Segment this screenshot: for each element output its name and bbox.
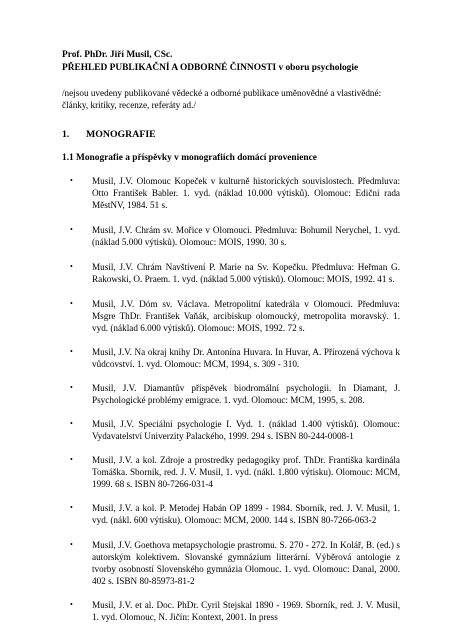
bullet-icon: • bbox=[70, 347, 73, 356]
entry-text: Musil, J.V. et al. Doc. PhDr. Cyril Stejskal 1890 - 1969. Sborník, red. J. V. Musil, 1. vyd. Olomouc, N. Jičín: Kontext, 2001. In press bbox=[92, 600, 400, 622]
list-item bbox=[70, 346, 400, 370]
subsection-number: 1.1 bbox=[62, 153, 74, 163]
section-number: 1. bbox=[62, 129, 70, 140]
list-item bbox=[70, 224, 400, 248]
entry-text: Musil, J.V. Olomouc Kopeček v kulturně historických souvislostech. Předmluva: Otto František Babler. 1. vyd. (náklad 10.000 výtisků). Olomouc: Ediční rada MěstNV, 1984. 51 s. bbox=[92, 176, 400, 210]
entry-text: Musil, J.V. Diamantův příspěvek biodromální psychologii. In Diamant, J. Psychologické problémy emigrace. 1. vyd. Olomouc: MCM, 1995, s. 208. bbox=[92, 383, 400, 405]
list-item bbox=[70, 454, 400, 490]
entry-text: Musil, J.V. Dóm sv. Václava. Metropolitní katedrála v Olomouci. Předmluva: Msgre ThDr. František Vaňák, arcibiskup olomoucký, metropolita moravský. 1. vyd. (náklad 6.000 výtisků). Olomouc: MOIS, 1992. 72 s. bbox=[92, 299, 400, 333]
entry-text: Musil, J.V. Chrám sv. Mořice v Olomouci. Předmluva: Bohumil Nerychel, 1. vyd. (náklad 5.000 výtisků). Olomouc: MOIS, 1990. 30 s. bbox=[92, 225, 400, 247]
list-item bbox=[70, 298, 400, 334]
list-item bbox=[70, 418, 400, 442]
entry-text: Musil, J.V. a kol. Zdroje a prostredky pedagogiky prof. ThDr. Františka kardinála Tomáška. Sborník, red. J. V. Musil, 1. vyd. (nákl. 1.800 výtisku). Olomouc: MCM, 1999. 68 s. ISBN 80-7266-031-4 bbox=[92, 455, 400, 489]
bullet-icon: • bbox=[70, 455, 73, 464]
list-item bbox=[70, 599, 400, 623]
list-item bbox=[70, 539, 400, 587]
subsection-heading bbox=[62, 153, 317, 163]
list-item bbox=[70, 261, 400, 285]
bullet-icon: • bbox=[70, 299, 73, 308]
list-item bbox=[70, 502, 400, 526]
entry-text: Musil, J.V. Na okraj knihy Dr. Antonína Huvara. In Huvar, A. Přirozená výchova k vůdcovství. 1. vyd. Olomouc: MCM, 1994, s. 309 - 310. bbox=[92, 347, 400, 369]
bullet-icon: • bbox=[70, 225, 73, 234]
list-item bbox=[70, 175, 400, 211]
entry-text: Musil, J.V. Goethova metapsychologie prastromu. S. 270 - 272. In Kolář, B. (ed.) s autorským kolektivem. Slovanské gymnázium litterární. Výběrová antologie z tvorby osobností Slovenského gymnázia Olomouc. 1. vyd. Olomouc: Danal, 2000. 402 s. ISBN 80-85973-81-2 bbox=[92, 540, 400, 586]
bullet-icon: • bbox=[70, 503, 73, 512]
entry-text: Musil, J.V. a kol. P. Metodej Habán OP 1899 - 1984. Sborník, red. J. V. Musil, 1. vyd. (nákl. 600 výtisku). Olomouc: MCM, 2000. 144 s. ISBN 80-7266-063-2 bbox=[92, 503, 400, 525]
section-heading bbox=[62, 129, 156, 140]
subsection-title: Monografie a příspěvky v monografiích domácí provenience bbox=[76, 153, 317, 163]
list-item bbox=[70, 382, 400, 406]
bullet-icon: • bbox=[70, 540, 73, 549]
section-title: MONOGRAFIE bbox=[86, 129, 156, 140]
entry-text: Musil, J.V. Speciální psychologie I. Vyd. 1. (náklad 1.400 výtisků). Olomouc: Vydavatelství Univerzity Palackého, 1999. 294 s. ISBN 80-244-0008-1 bbox=[92, 419, 400, 441]
author-name: Prof. PhDr. Jiří Musil, CSc. bbox=[62, 50, 173, 60]
entry-text: Musil, J.V. Chrám Navštívení P. Marie na Sv. Kopečku. Předmluva: Heřman G. Rakowski, O. Praem. 1. vyd. (náklad 5.000 výtisků). Olomouc: MOIS, 1992. 41 s. bbox=[92, 262, 400, 284]
bullet-icon: • bbox=[70, 600, 73, 609]
bullet-icon: • bbox=[70, 383, 73, 392]
bullet-icon: • bbox=[70, 176, 73, 185]
document-title: PŘEHLED PUBLIKAČNÍ A ODBORNÉ ČINNOSTI v oboru psychologie bbox=[62, 63, 359, 73]
bullet-icon: • bbox=[70, 419, 73, 428]
bullet-icon: • bbox=[70, 262, 73, 271]
intro-note: /nejsou uvedeny publikované vědecké a odborné publikace uměnovědné a vlastivědné: články, kritiky, recenze, referáty ad./ bbox=[62, 88, 382, 110]
